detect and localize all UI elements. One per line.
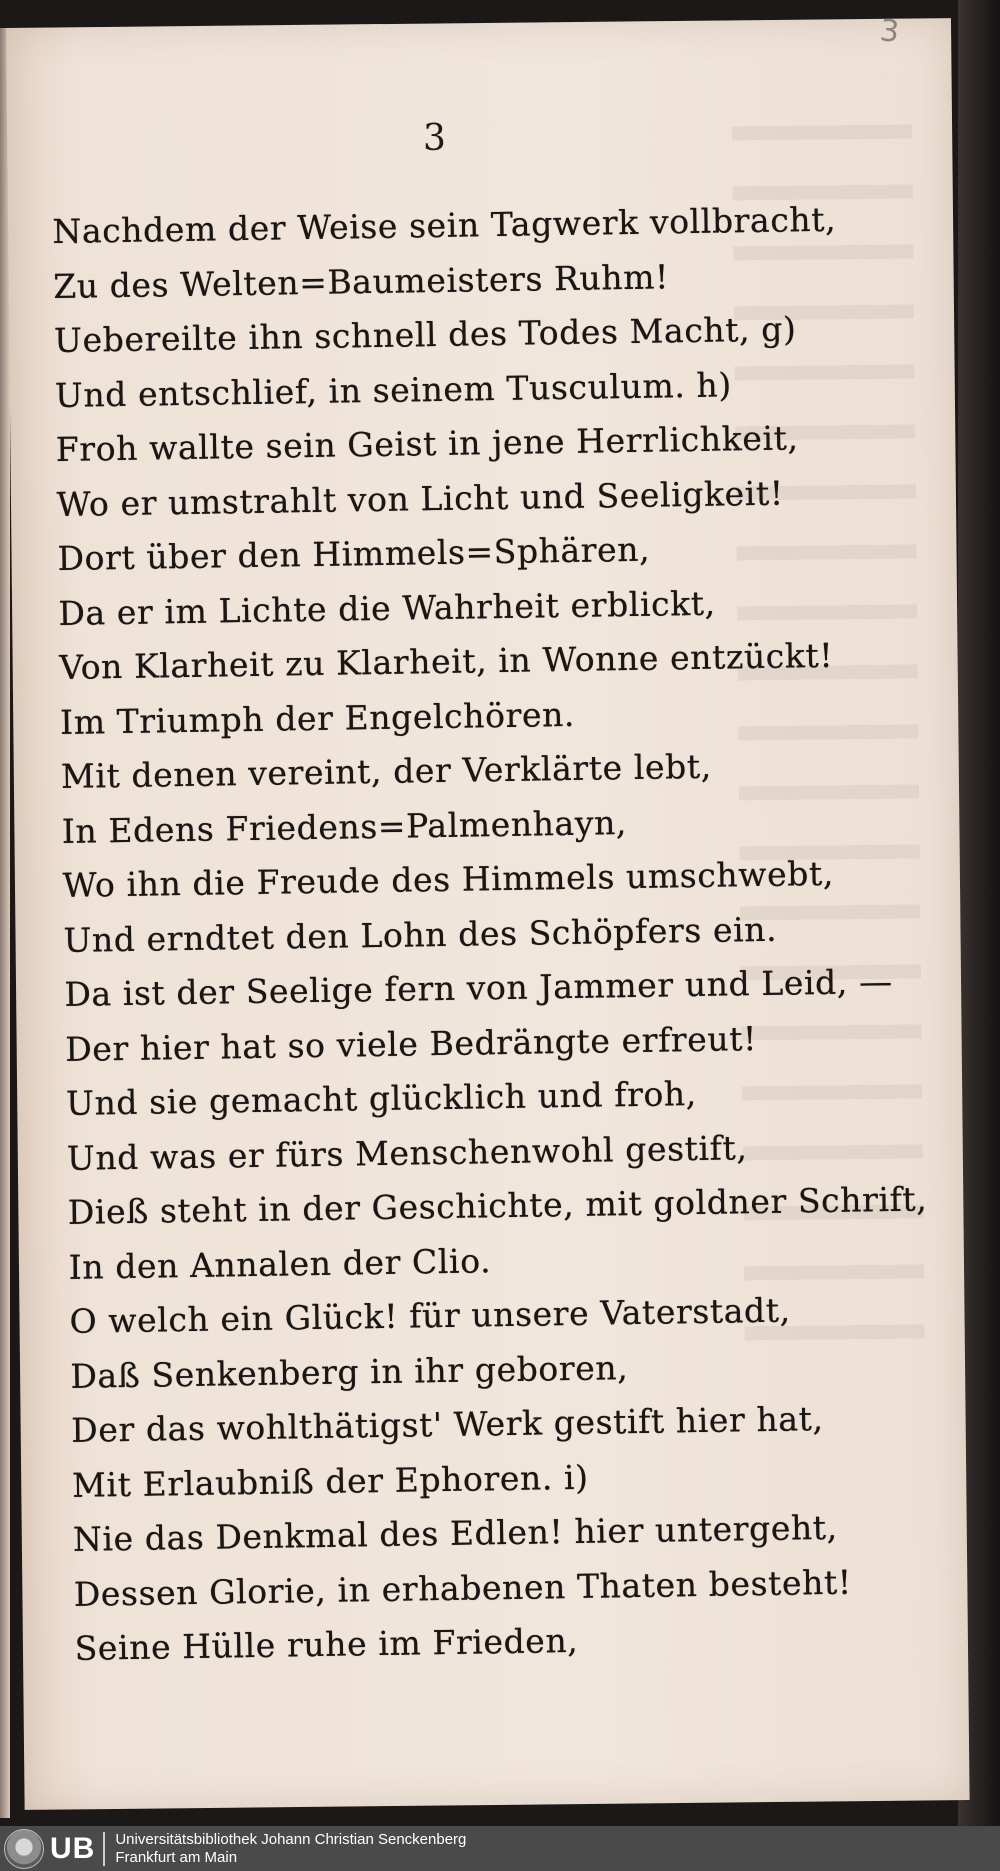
- poem-line: Im Triumph der Engelchören.: [59, 694, 576, 742]
- institution-name: [115, 1831, 466, 1867]
- poem-line: O welch ein Glück! für unsere Vaterstadt,: [69, 1290, 791, 1341]
- poem-line: Wo ihn die Freude des Himmels umschwebt,: [62, 853, 835, 905]
- poem-line: Da er im Lichte die Wahrheit erblickt,: [58, 583, 716, 633]
- poem-line: Mit Erlaubniß der Ephoren. i): [71, 1457, 589, 1505]
- poem-line: Da ist der Seelige fern von Jammer und Leid, —: [64, 961, 893, 1014]
- poem-line: Seine Hülle ruhe im Frieden,: [74, 1620, 579, 1668]
- library-logo: UB: [50, 1831, 96, 1865]
- poem-line: Mit denen vereint, der Verklärte lebt,: [60, 746, 713, 796]
- poem-line: Froh wallte sein Geist in jene Herrlichkeit,: [55, 418, 799, 469]
- poem-line: Nachdem der Weise sein Tagwerk vollbracht,: [52, 199, 837, 251]
- poem-line: Und sie gemacht glücklich und froh,: [65, 1073, 698, 1123]
- institution-line-2: Frankfurt am Main: [115, 1848, 238, 1866]
- poem-line: Dort über den Himmels=Sphären,: [57, 529, 651, 578]
- poem-line: Und was er fürs Menschenwohl gestift,: [66, 1127, 748, 1178]
- poem-line: Von Klarheit zu Klarheit, in Wonne entzückt!: [58, 635, 834, 687]
- poem-line: In den Annalen der Clio.: [68, 1240, 492, 1287]
- library-seal-icon: [4, 1829, 44, 1869]
- poem-line: Und entschlief, in seinem Tusculum. h): [54, 364, 733, 415]
- pencil-page-mark: 3: [878, 13, 901, 50]
- poem-line: Und erndtet den Lohn des Schöpfers ein.: [63, 909, 778, 960]
- poem-line: Wo er umstrahlt von Licht und Seeligkeit!: [56, 473, 784, 524]
- poem-line: Der hier hat so viele Bedrängte erfreut!: [64, 1018, 758, 1069]
- poem-line: Uebereilte ihn schnell des Todes Macht, g): [53, 309, 797, 360]
- poem-line: Der das wohlthätigst' Werk gestift hier hat,: [70, 1399, 824, 1450]
- poem-line: In Edens Friedens=Palmenhayn,: [61, 802, 628, 851]
- poem-line: Daß Senkenberg in ihr geboren,: [70, 1347, 629, 1396]
- poem-line: Nie das Denkmal des Edlen! hier untergeht,: [72, 1507, 839, 1559]
- logo-divider: [103, 1832, 105, 1866]
- poem-line: Dessen Glorie, in erhabenen Thaten besteht!: [73, 1562, 852, 1614]
- page-number: 3: [423, 118, 447, 159]
- poem-line: Zu des Welten=Baumeisters Ruhm!: [52, 256, 670, 306]
- institution-line-1: Universitätsbibliothek Johann Christian Senckenberg: [115, 1830, 467, 1848]
- poem-text: [52, 192, 928, 1677]
- library-footer-bar: [0, 1826, 1000, 1871]
- poem-line: Dieß steht in der Geschichte, mit goldner Schrift,: [67, 1179, 928, 1232]
